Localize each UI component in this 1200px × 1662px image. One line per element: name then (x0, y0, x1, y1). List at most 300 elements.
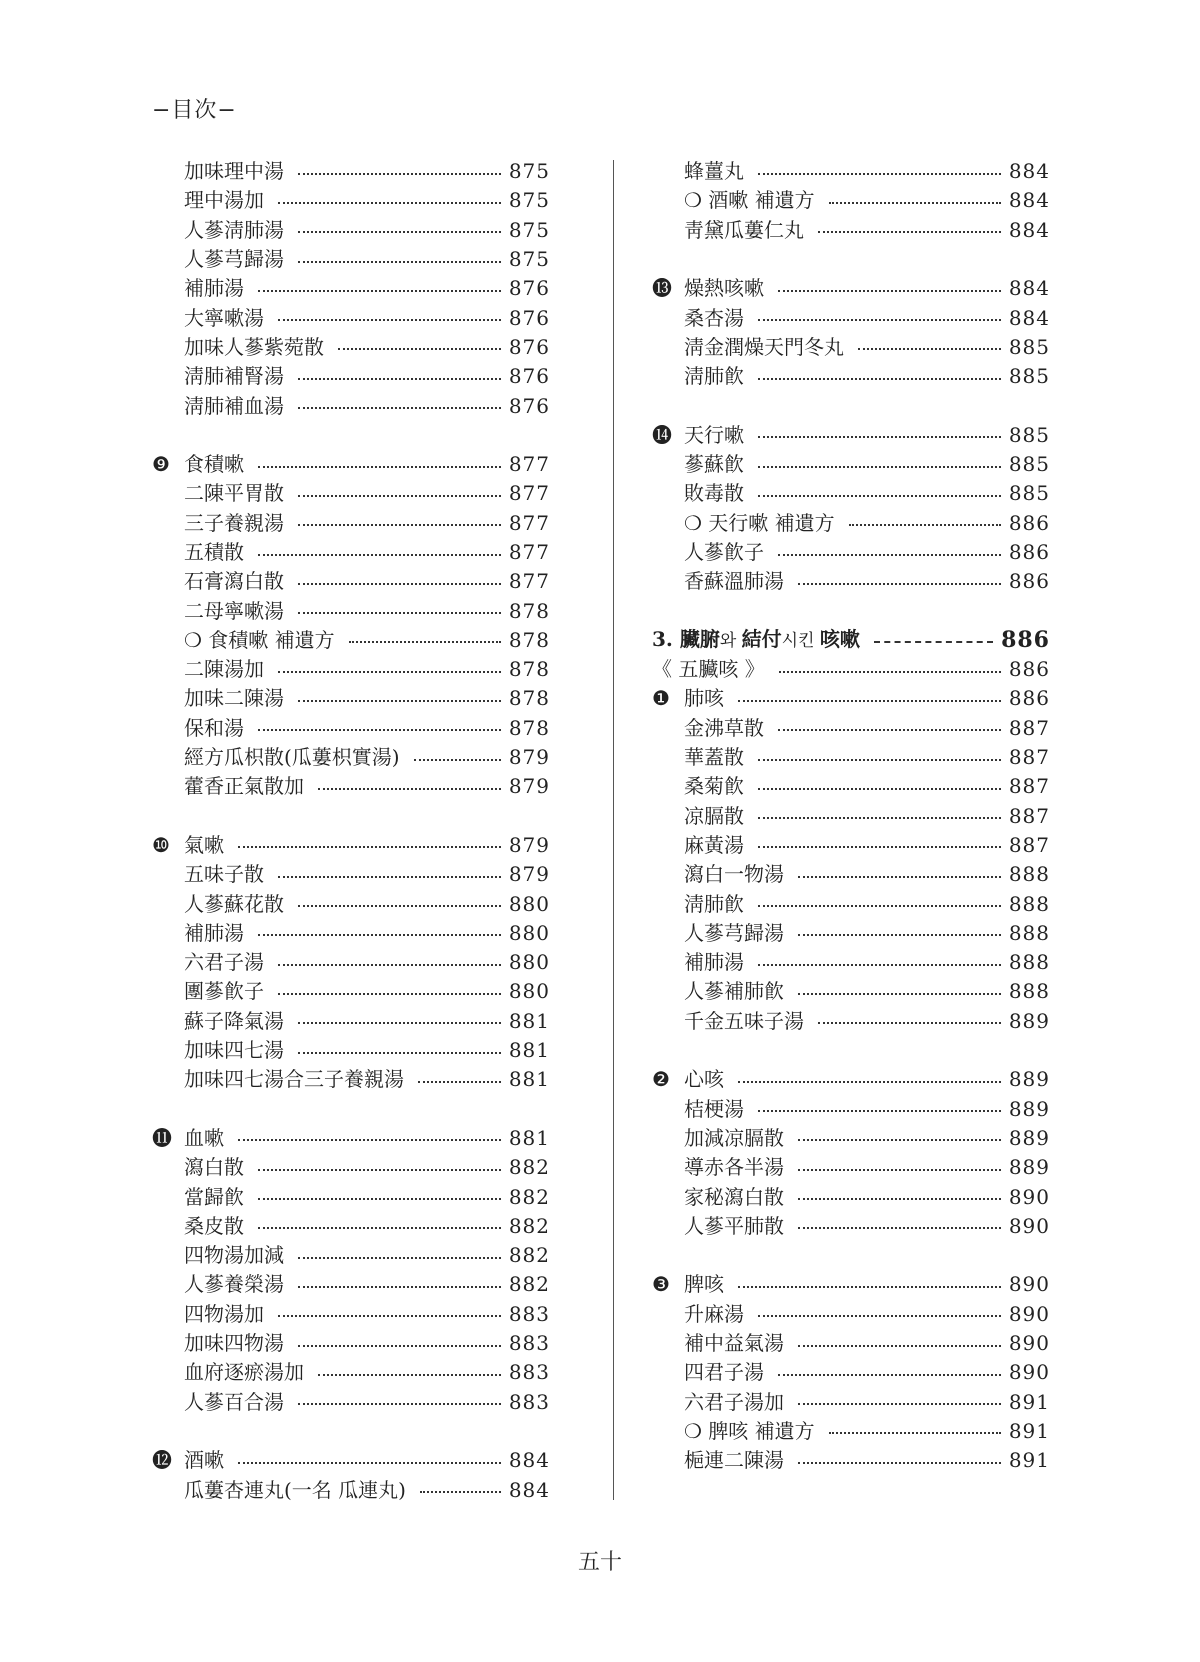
toc-entry (652, 655, 1050, 684)
section-title-part: 結付 (741, 626, 782, 651)
toc-entry (152, 977, 550, 1006)
toc-entry (152, 1329, 550, 1358)
page-ref: 889 (1008, 1096, 1050, 1121)
leader-dots (278, 1315, 501, 1317)
page-ref: 881 (508, 1067, 550, 1092)
entry-title: 《 五臟咳 》 (652, 657, 765, 682)
page-ref: 888 (1008, 979, 1050, 1004)
toc-entry (652, 538, 1050, 567)
toc-entry (152, 1446, 550, 1475)
page-ref: 884 (1008, 217, 1050, 242)
leader-dots (298, 700, 501, 702)
toc-entry (152, 772, 550, 801)
toc-entry (152, 1475, 550, 1504)
entry-title: 桔梗湯 (684, 1096, 744, 1121)
leader-dots (298, 378, 501, 380)
toc-entry (152, 1241, 550, 1270)
entry-title: 人蔘飮子 (684, 540, 764, 564)
leader-dots (798, 1462, 1001, 1464)
toc-entry (652, 1212, 1050, 1241)
entry-title: 二母寧嗽湯 (184, 598, 284, 623)
page-ref: 877 (508, 481, 550, 506)
page-ref: 886 (1008, 510, 1050, 535)
page-ref: 881 (508, 1008, 550, 1033)
leader-dots (298, 407, 501, 409)
leader-dots (258, 554, 501, 556)
page-ref: 888 (1008, 862, 1050, 887)
entry-title: 加味二陳湯 (184, 686, 284, 711)
page-ref: 889 (1008, 1008, 1050, 1033)
column-divider (613, 160, 614, 1500)
leader-dots (278, 876, 501, 878)
page-ref: 879 (508, 774, 550, 799)
leader-dots (298, 1022, 501, 1024)
toc-entry (652, 509, 1050, 538)
item-number-icon: ❸ (652, 1272, 670, 1297)
toc-entry (652, 889, 1050, 918)
toc-entry (152, 157, 550, 186)
toc-entry (652, 919, 1050, 948)
leader-dots (818, 231, 1001, 233)
entry-title: 五味子散 (184, 862, 264, 887)
toc-entry (152, 1153, 550, 1182)
entry-title: 淸金潤燥天門冬丸 (684, 334, 844, 359)
page-ref: 884 (1008, 276, 1050, 301)
toc-entry (152, 186, 550, 215)
entry-title: 加味四七湯合三子養親湯 (184, 1067, 404, 1092)
leader-dots (758, 817, 1001, 819)
leader-dots (778, 290, 1001, 292)
leader-dots (798, 583, 1001, 585)
leader-dots (349, 641, 501, 643)
toc-entry (652, 333, 1050, 362)
toc-entry (152, 1358, 550, 1387)
entry-title: 敗毒散 (684, 481, 744, 506)
leader-dots (798, 1227, 1001, 1229)
item-number-icon: ❿ (152, 832, 170, 857)
leader-dots (338, 348, 501, 350)
toc-entry (652, 274, 1050, 303)
entry-title: 桑皮散 (184, 1213, 244, 1238)
leader-dots (798, 1139, 1001, 1141)
leader-dots (298, 612, 501, 614)
leader-dots (798, 1198, 1001, 1200)
page-ref: 889 (1008, 1155, 1050, 1180)
leader-dots (849, 524, 1001, 526)
toc-entry (652, 216, 1050, 245)
entry-title: 家秘瀉白散 (684, 1184, 784, 1209)
entry-title: 五積散 (184, 540, 244, 564)
leader-dots (758, 1315, 1001, 1317)
toc-entry (652, 1387, 1050, 1416)
page-ref: 884 (1008, 188, 1050, 213)
entry-title: 補肺湯 (684, 950, 744, 975)
toc-entry (152, 1270, 550, 1299)
toc-entry (652, 1446, 1050, 1475)
leader-dots (758, 378, 1001, 380)
toc-entry (152, 274, 550, 303)
entry-title: 天行嗽 (684, 422, 744, 447)
page-ref: 878 (508, 598, 550, 623)
leader-dots (318, 788, 501, 790)
toc-entry (652, 303, 1050, 332)
toc-entry (152, 391, 550, 420)
entry-title: 六君子湯加 (684, 1389, 784, 1414)
toc-entry (152, 245, 550, 274)
entry-title: 經方瓜枳散(瓜蔞枳實湯) (184, 745, 400, 770)
entry-title: 人蔘百合湯 (184, 1389, 284, 1414)
entry-title: 二陳平胃散 (184, 481, 284, 506)
leader-dots (258, 290, 501, 292)
entry-title: 脾咳 (684, 1272, 724, 1297)
leader-dots (414, 759, 501, 761)
section-title (652, 625, 874, 656)
leader-dots (258, 1198, 501, 1200)
page-ref: 887 (1008, 774, 1050, 799)
entry-title: 人蔘芎歸湯 (184, 247, 284, 272)
entry-title: 人蔘養榮湯 (184, 1272, 284, 1297)
toc-entry (652, 1153, 1050, 1182)
leader-dots (758, 788, 1001, 790)
page-ref: 883 (508, 1360, 550, 1385)
toc-entry (652, 802, 1050, 831)
page-ref: 890 (1008, 1272, 1050, 1297)
toc-entry (152, 1182, 550, 1211)
item-number-icon: ⓬ (152, 1448, 172, 1473)
entry-title: 四物湯加減 (184, 1243, 284, 1268)
entry-title: 加味四物湯 (184, 1331, 284, 1356)
toc-entry (152, 1300, 550, 1329)
section-title-part: 臟腑 (679, 626, 720, 651)
entry-title: 團蔘飮子 (184, 979, 264, 1004)
entry-title: 淸肺飮 (684, 891, 744, 916)
page-ref: 877 (508, 452, 550, 477)
entry-title: 保和湯 (184, 715, 244, 740)
toc-entry (652, 860, 1050, 889)
page-ref: 876 (508, 276, 550, 301)
page-ref: 877 (508, 569, 550, 594)
leader-dots (258, 934, 501, 936)
leader-dots (298, 173, 501, 175)
leader-dots (298, 524, 501, 526)
toc-entry (152, 1212, 550, 1241)
toc-spacer (652, 391, 1050, 420)
toc-section-heading (652, 626, 1050, 655)
toc-entry (152, 714, 550, 743)
page-ref: 875 (508, 217, 550, 242)
entry-title: 瓜蔞杏連丸(一名 瓜連丸) (184, 1477, 406, 1502)
leader-dots (278, 319, 501, 321)
page-ref: 880 (508, 920, 550, 945)
toc-entry (652, 186, 1050, 215)
toc-left-column (152, 157, 550, 1505)
leader-dots (798, 993, 1001, 995)
item-number-icon: ⓭ (652, 276, 672, 301)
page-ref: 884 (1008, 305, 1050, 330)
entry-title: 瀉白一物湯 (684, 862, 784, 887)
page-ref: 877 (508, 540, 550, 564)
entry-title: 淸肺飮 (684, 364, 744, 389)
leader-dots (298, 231, 501, 233)
page-ref: 890 (1008, 1184, 1050, 1209)
leader-dots (758, 319, 1001, 321)
toc-spacer (152, 802, 550, 831)
page-ref: 880 (508, 891, 550, 916)
leader-dots (818, 1022, 1001, 1024)
page-ref: 891 (1008, 1418, 1050, 1443)
entry-title: 三子養親湯 (184, 510, 284, 535)
entry-title: 石膏瀉白散 (184, 569, 284, 594)
page-ref: 883 (508, 1301, 550, 1326)
page-ref: 891 (1008, 1448, 1050, 1473)
page-ref: 884 (508, 1477, 550, 1502)
toc-entry (652, 1270, 1050, 1299)
page-ref: 881 (508, 1125, 550, 1150)
leader-dots (238, 1139, 501, 1141)
page-ref: 882 (508, 1272, 550, 1297)
entry-title: 酒嗽 (184, 1448, 224, 1473)
entry-title: 瀉白散 (184, 1155, 244, 1180)
leader-dots (298, 1257, 501, 1259)
page-ref: 875 (508, 159, 550, 184)
toc-entry (152, 216, 550, 245)
entry-title: 燥熱咳嗽 (684, 276, 764, 301)
entry-title: 加味人蔘紫菀散 (184, 334, 324, 359)
page-ref: 885 (1008, 334, 1050, 359)
toc-entry (652, 1124, 1050, 1153)
entry-title: 淸肺補血湯 (184, 393, 284, 418)
page-ref: 876 (508, 364, 550, 389)
entry-title: 六君子湯 (184, 950, 264, 975)
page-ref: 879 (508, 862, 550, 887)
leader-dashes (874, 641, 993, 643)
leader-dots (258, 466, 501, 468)
entry-title: 淸肺補腎湯 (184, 364, 284, 389)
leader-dots (418, 1081, 501, 1083)
toc-entry (652, 362, 1050, 391)
leader-dots (778, 729, 1001, 731)
leader-dots (758, 466, 1001, 468)
entry-title: ❍ 天行嗽 補遺方 (684, 510, 835, 535)
page-ref: 882 (508, 1213, 550, 1238)
page-ref: 881 (508, 1038, 550, 1063)
page-ref: 888 (1008, 920, 1050, 945)
toc-entry (152, 509, 550, 538)
toc-entry (652, 948, 1050, 977)
toc-entry (652, 479, 1050, 508)
entry-title: 蔘蘇飮 (684, 452, 744, 477)
leader-dots (420, 1491, 501, 1493)
leader-dots (798, 876, 1001, 878)
entry-title: 食積嗽 (184, 452, 244, 477)
entry-title: 理中湯加 (184, 188, 264, 213)
entry-title: 當歸飮 (184, 1184, 244, 1209)
toc-entry (152, 626, 550, 655)
leader-dots (298, 1286, 501, 1288)
leader-dots (298, 905, 501, 907)
leader-dots (758, 173, 1001, 175)
toc-entry (152, 333, 550, 362)
page-ref: 875 (508, 188, 550, 213)
leader-dots (738, 700, 1001, 702)
page-ref: 883 (508, 1389, 550, 1414)
leader-dots (758, 495, 1001, 497)
page-ref: 886 (1008, 686, 1050, 711)
entry-title: 加味理中湯 (184, 159, 284, 184)
entry-title: 補肺湯 (184, 920, 244, 945)
leader-dots (238, 846, 501, 848)
entry-title: 補肺湯 (184, 276, 244, 301)
entry-title: 二陳湯加 (184, 657, 264, 682)
leader-dots (278, 671, 501, 673)
entry-title: 人蔘芎歸湯 (684, 920, 784, 945)
item-number-icon: ⓮ (652, 422, 672, 447)
entry-title: ❍ 酒嗽 補遺方 (684, 188, 815, 213)
toc-entry (152, 1007, 550, 1036)
entry-title: 千金五味子湯 (684, 1008, 804, 1033)
page-ref: 877 (508, 510, 550, 535)
page-ref: 878 (508, 657, 550, 682)
page-ref: 888 (1008, 950, 1050, 975)
toc-entry (152, 596, 550, 625)
toc-entry (152, 831, 550, 860)
entry-title: 導赤各半湯 (684, 1155, 784, 1180)
entry-title: 加味四七湯 (184, 1038, 284, 1063)
entry-title: 血府逐瘀湯加 (184, 1360, 304, 1385)
section-title-part: 咳嗽 (819, 626, 860, 651)
toc-entry (652, 1300, 1050, 1329)
leader-dots (238, 1462, 501, 1464)
leader-dots (298, 1403, 501, 1405)
page-ref: 890 (1008, 1301, 1050, 1326)
page-ref: 879 (508, 832, 550, 857)
item-number-icon: ❷ (652, 1067, 670, 1092)
toc-entry (652, 714, 1050, 743)
leader-dots (258, 1169, 501, 1171)
leader-dots (738, 1286, 1001, 1288)
toc-entry (652, 421, 1050, 450)
page-ref: 880 (508, 950, 550, 975)
toc-entry (152, 860, 550, 889)
entry-title: 加減凉膈散 (684, 1125, 784, 1150)
leader-dots (798, 1169, 1001, 1171)
entry-title: 香蘇溫肺湯 (684, 569, 784, 594)
leader-dots (298, 495, 501, 497)
leader-dots (798, 1403, 1001, 1405)
toc-entry (152, 362, 550, 391)
toc-entry (152, 479, 550, 508)
page-ref: 878 (508, 715, 550, 740)
entry-title: 補中益氣湯 (684, 1331, 784, 1356)
page-ref: 887 (1008, 715, 1050, 740)
page-ref: 886 (1008, 540, 1050, 564)
entry-title: ❍ 食積嗽 補遺方 (184, 627, 335, 652)
toc-entry (652, 684, 1050, 713)
toc-entry (152, 919, 550, 948)
page-ref: 876 (508, 334, 550, 359)
toc-spacer (652, 1241, 1050, 1270)
leader-dots (298, 1345, 501, 1347)
leader-dots (758, 759, 1001, 761)
toc-entry (652, 772, 1050, 801)
leader-dots (798, 1345, 1001, 1347)
entry-title: 凉膈散 (684, 803, 744, 828)
entry-title: 蜂薑丸 (684, 159, 744, 184)
leader-dots (258, 1227, 501, 1229)
toc-entry (152, 1065, 550, 1094)
entry-title: 血嗽 (184, 1125, 224, 1150)
toc-entry (152, 450, 550, 479)
toc-entry (652, 567, 1050, 596)
page-ref: 890 (1008, 1213, 1050, 1238)
page-ref: 880 (508, 979, 550, 1004)
page-ref: 878 (508, 627, 550, 652)
page-ref: 889 (1008, 1125, 1050, 1150)
toc-entry (152, 684, 550, 713)
entry-title: 桑杏湯 (684, 305, 744, 330)
page-ref: 883 (508, 1331, 550, 1356)
leader-dots (758, 964, 1001, 966)
page-ref: 887 (1008, 745, 1050, 770)
page-ref: 885 (1008, 364, 1050, 389)
item-number-icon: ❶ (652, 686, 670, 711)
entry-title: ❍ 脾咳 補遺方 (684, 1418, 815, 1443)
toc-entry (152, 889, 550, 918)
entry-title: 人蔘平肺散 (684, 1213, 784, 1238)
leader-dots (258, 729, 501, 731)
page-ref: 885 (1008, 422, 1050, 447)
toc-entry (652, 1358, 1050, 1387)
page-ref: 876 (508, 305, 550, 330)
page-ref: 876 (508, 393, 550, 418)
leader-dots (738, 1081, 1001, 1083)
toc-entry (152, 1124, 550, 1153)
leader-dots (758, 436, 1001, 438)
entry-title: 升麻湯 (684, 1301, 744, 1326)
leader-dots (298, 1052, 501, 1054)
toc-entry (652, 1417, 1050, 1446)
leader-dots (778, 1374, 1001, 1376)
toc-entry (652, 1065, 1050, 1094)
page-ref: 886 (1008, 569, 1050, 594)
leader-dots (278, 993, 501, 995)
entry-title: 梔連二陳湯 (684, 1448, 784, 1473)
toc-entry (652, 1095, 1050, 1124)
page-ref: 875 (508, 247, 550, 272)
toc-entry (152, 948, 550, 977)
toc-entry (152, 538, 550, 567)
page-ref: 882 (508, 1243, 550, 1268)
entry-title: 金沸草散 (684, 715, 764, 740)
page-ref: 885 (1008, 452, 1050, 477)
page-number: 五十 (577, 1550, 622, 1575)
page-ref: 882 (508, 1184, 550, 1209)
leader-dots (779, 671, 1001, 673)
leader-dots (278, 202, 501, 204)
leader-dots (858, 348, 1001, 350)
entry-title: 蘇子降氣湯 (184, 1008, 284, 1033)
entry-title: 人蔘淸肺湯 (184, 217, 284, 242)
entry-title: 氣嗽 (184, 832, 224, 857)
leader-dots (758, 1110, 1001, 1112)
page-ref: 879 (508, 745, 550, 770)
page-ref: 878 (508, 686, 550, 711)
page-ref: 890 (1008, 1360, 1050, 1385)
leader-dots (318, 1374, 501, 1376)
section-title-part: 와 (719, 630, 742, 651)
entry-title: 人蔘補肺飮 (684, 979, 784, 1004)
page-ref: 886 (1008, 657, 1050, 682)
